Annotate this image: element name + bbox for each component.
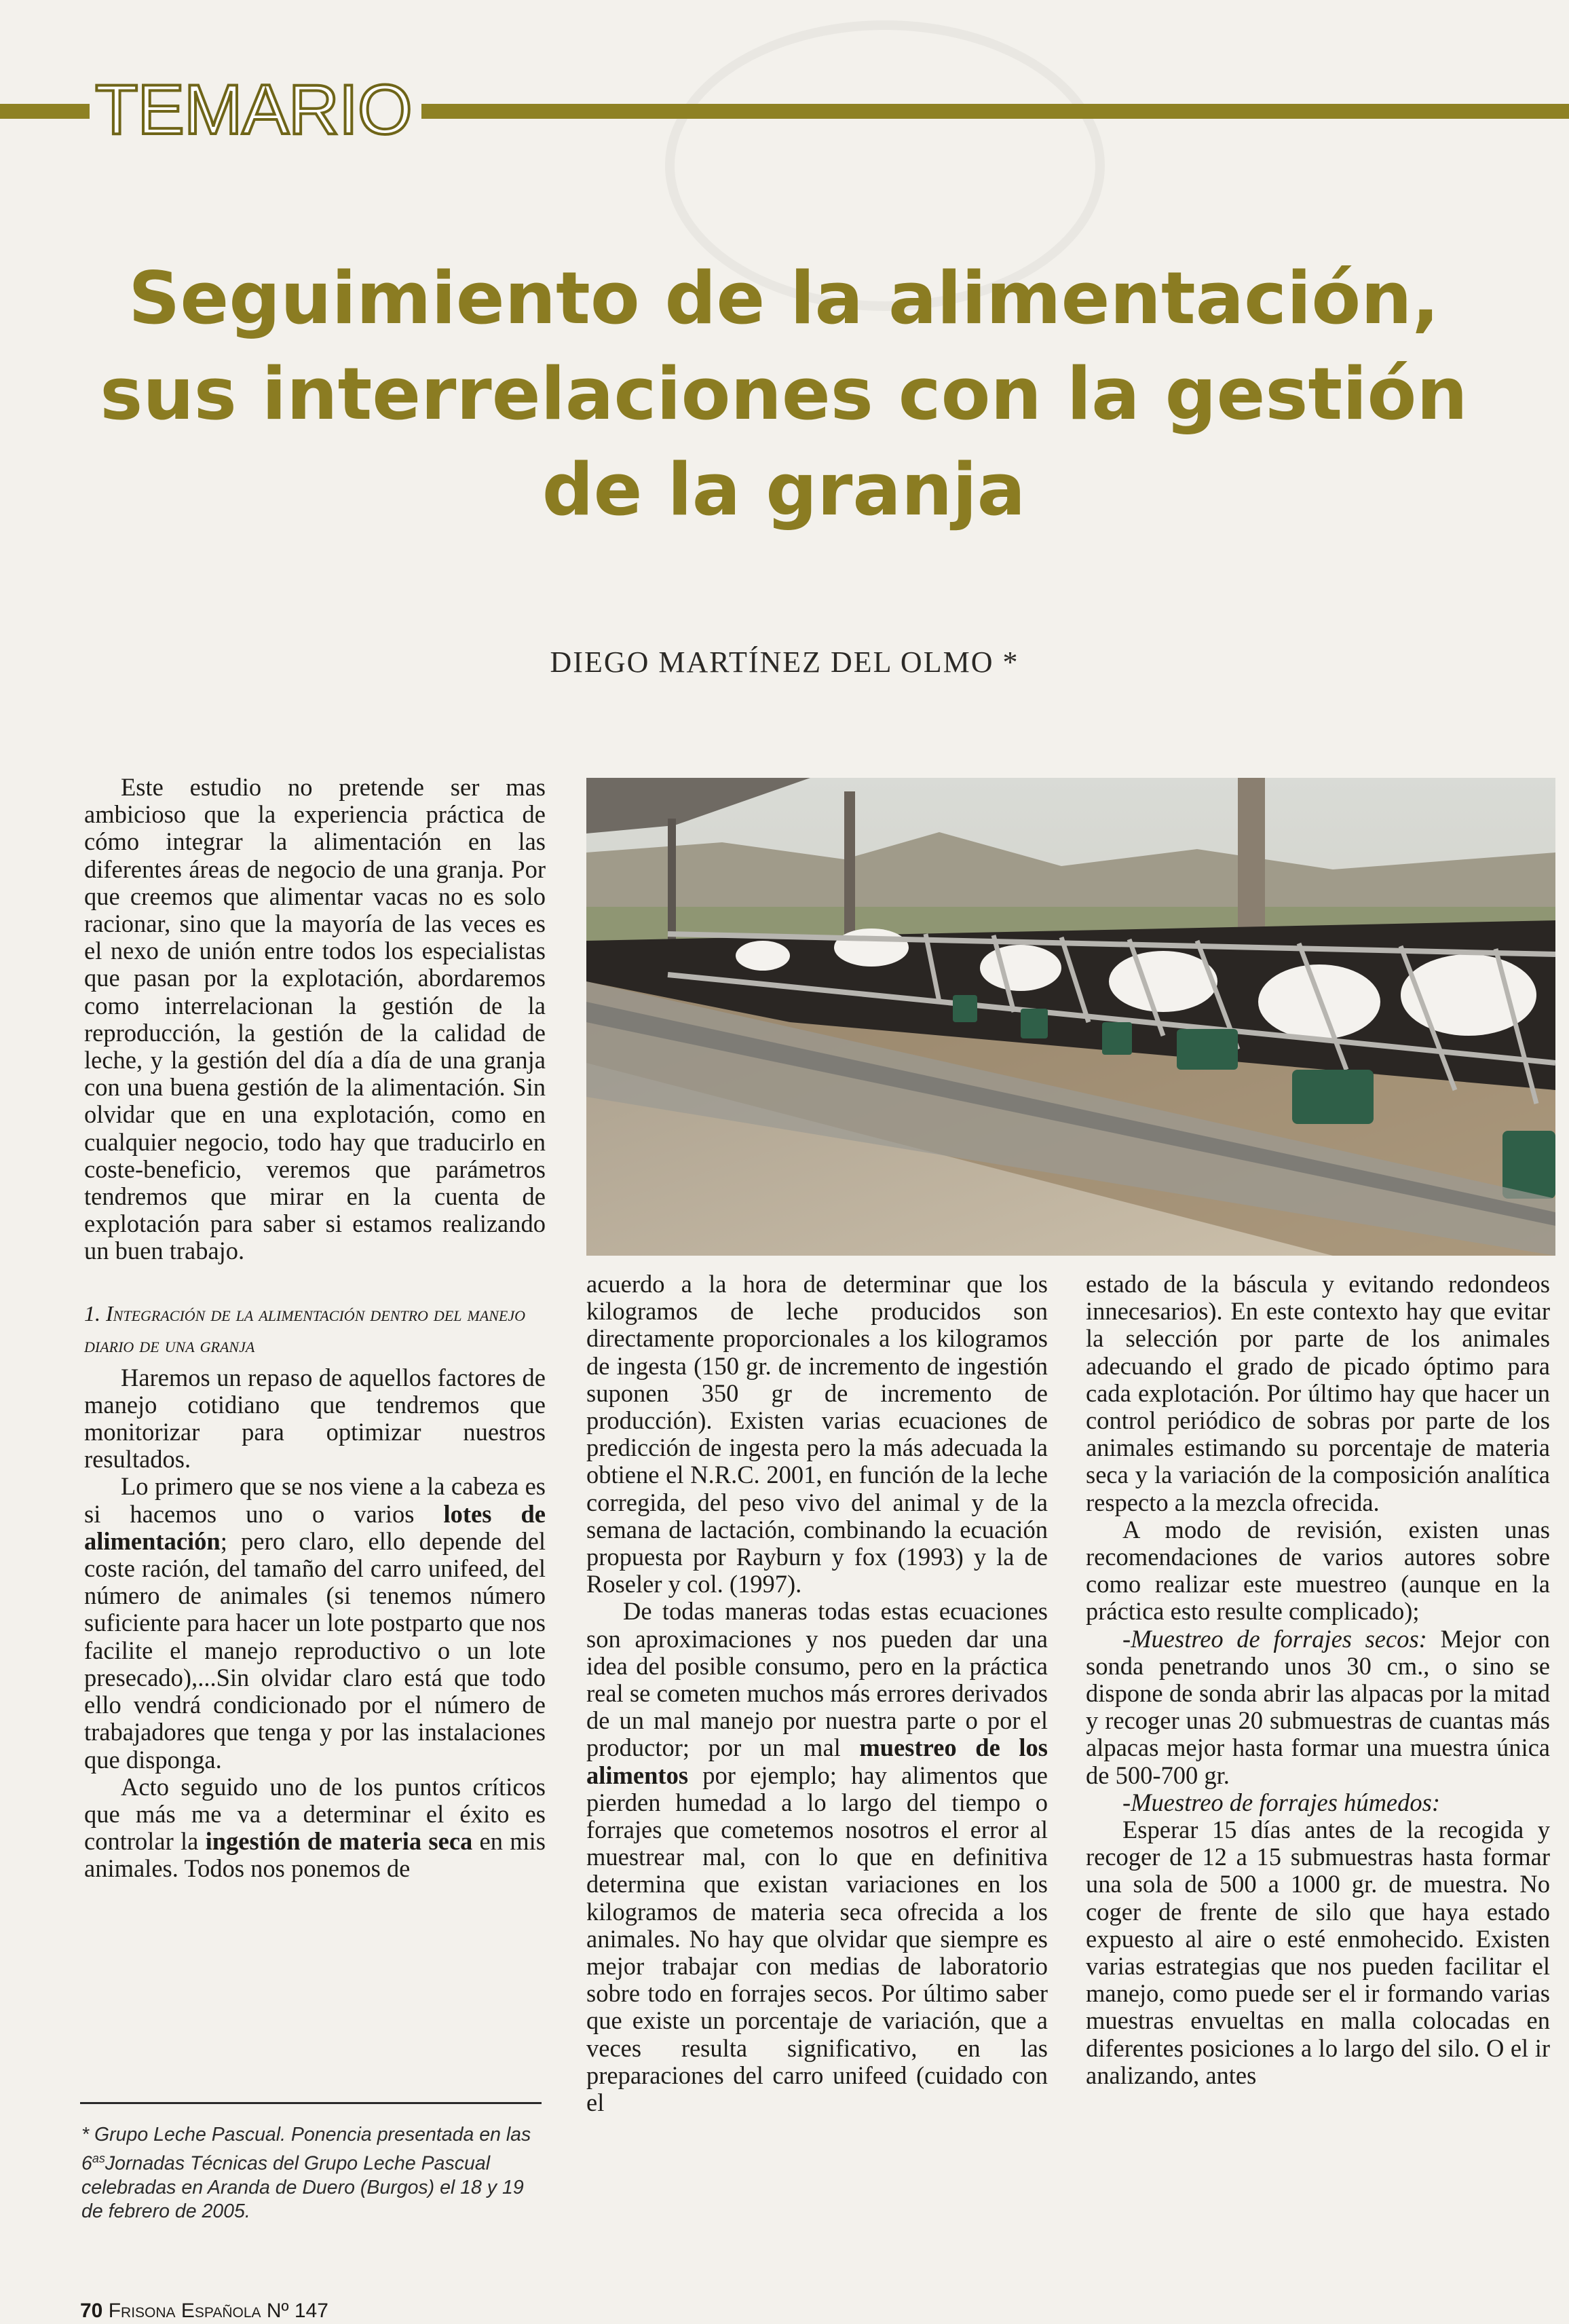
text-run: Acto seguido uno de los puntos críticos que más me va a determinar el éxito es controlar la [84,1772,546,1856]
section-label: TEMARIO [90,75,421,145]
footnote-text: * Grupo Leche Pascual. Ponencia presentada en las 6 [81,2124,531,2175]
italic-lead: -Muestreo de forrajes húmedos: [1122,1788,1440,1816]
column-1 [84,774,546,1883]
footnote-text: Jornadas Técnicas del Grupo Leche Pascual celebradas en Aranda de Duero (Burgos) el 18 y 19 de febrero de 2005. [81,2152,524,2222]
text-run: ; pero claro, ello depende del coste ración, del tamaño del carro unifeed, del número de animales (si tenemos número suficiente para hacer un lote postparto que nos facilite el manejo reproductivo o un lote presecado),...Sin olvidar claro está que todo ello vendrá condicionado por el número de trabajadores que tenga y por las instalaciones que disponga. [84,1526,546,1774]
body-paragraph [84,1473,546,1773]
publication-name: Frisona Española Nº 147 [108,2300,328,2322]
body-paragraph: Esperar 15 días antes de la recogida y recoger de 12 a 15 submuestras hasta formar una sola de 500 a 1000 gr. de muestra. No coger de frente de silo que haya estado expuesto al aire o esté enmohecido. Existen varias estrategias que nos pueden facilitar el manejo, como puede ser el ir formando varias muestras envueltas en malla colocadas en diferentes posiciones a lo largo del silo. O el ir analizando, antes [1086,1816,1550,2089]
text-run: en mis animales. Todos nos ponemos de [84,1827,546,1883]
body-paragraph: acuerdo a la hora de determinar que los kilogramos de leche producidos son directamente proporcionales a los kilogramos de ingesta (150 gr. de incremento de ingestión suponen 350 gr de incremento de producción). Existen varias ecuaciones de predicción de ingesta pero la más adecuada la obtiene el N.R.C. 2001, en función de la leche corregida, del peso vivo del animal y de la semana de lactación, combinando la ecuación propuesta por Rayburn y fox (1993) y la de Roseler y col. (1997). [586,1270,1048,1598]
article-photo [586,778,1555,1256]
footnote-superscript: as [92,2152,105,2165]
title-line: de la granja [542,447,1026,531]
emphasis-text: lotes de alimentación [84,1499,546,1555]
body-paragraph: Haremos un repaso de aquellos factores de manejo cotidiano que tendremos que monitorizar para optimizar nuestros resultados. [84,1363,546,1474]
page-folio [80,2300,328,2323]
text-run: De todas maneras todas estas ecuaciones son aproximaciones y nos pueden dar una idea del posible consumo, pero en la práctica real se cometen muchos más errores derivados de un mal manejo por nuestra parte o por el productor; por un mal [586,1597,1048,1762]
title-line: Seguimiento de la alimentación, [128,257,1439,340]
intro-paragraph: Este estudio no pretende ser mas ambicioso que la experiencia práctica de cómo integrar la alimentación en las diferentes áreas de negocio de una granja. Por que creemos que alimentar vacas no es solo racionar, sino que la mayoría de las veces es el nexo de unión entre todos los especialistas que pasan por la explotación, abordaremos como interrelacionan la gestión de la reproducción, la gestión de la calidad de leche, y la gestión del día a día de una granja con una buena gestión de la alimentación. Sin olvidar que en una explotación, como en cualquier negocio, todo hay que traducirlo en coste-beneficio, veremos que parámetros tendremos que mirar en la cuenta de explotación para saber si estamos realizando un buen trabajo. [84,773,546,1265]
section-heading: 1. Integración de la alimentación dentro del manejo diario de una granja [84,1300,526,1357]
body-paragraph: estado de la báscula y evitando redondeos innecesarios). En este contexto hay que evitar la selección por parte de los animales adecuando el grado de picado óptimo para cada explotación. Por último hay que hacer un control periódico de sobras por parte de los animales estimando su porcentaje de materia seca y la variación de la composición analítica respecto a la mezcla ofrecida. [1086,1270,1550,1516]
italic-lead: -Muestreo de forrajes secos: [1122,1624,1427,1653]
text-run: Lo primero que se nos viene a la cabeza es si hacemos uno o varios [84,1472,546,1528]
body-paragraph [586,1598,1048,2116]
text-run: por ejemplo; hay alimentos que pierden humedad a lo largo del tiempo o forrajes que cometemos nosotros el error al muestrear mal, con lo que en definitiva determina que existan variaciones en los kilogramos de materia seca ofrecida a los animales. No hay que olvidar que siempre es mejor trabajar con medias de laboratorio sobre todo en forrajes secos. Por último saber que existe un porcentaje de variación, que a veces resulta significativo, en las preparaciones del carro unifeed (cuidado con el [586,1761,1048,2117]
column-2 [586,1271,1048,2116]
body-paragraph [1086,1626,1550,1789]
author-byline: DIEGO MARTÍNEZ DEL OLMO * [550,645,1019,679]
body-paragraph [84,1774,546,1883]
emphasis-text: muestreo de los alimentos [586,1733,1048,1789]
footnote [81,2123,550,2224]
article-title [88,251,1479,538]
title-line: sus interrelaciones con la gestión [100,352,1468,436]
page-number: 70 [80,2300,103,2322]
body-paragraph: A modo de revisión, existen unas recomendaciones de varios autores sobre como realizar este muestreo (aunque en la práctica esto resulte complicado); [1086,1515,1550,1626]
footnote-rule [80,2102,542,2104]
column-3 [1086,1271,1550,2089]
text-run: Mejor con sonda penetrando unos 30 cm., o sino se dispone de sonda abrir las alpacas por la mitad y recoger unas 20 submuestras de cuantas más alpacas mejor hasta formar una muestra única de 500-700 gr. [1086,1624,1550,1789]
body-paragraph [1086,1789,1550,1816]
cow-feeding-photo [586,778,1555,1256]
emphasis-text: ingestión de materia seca [205,1827,473,1856]
